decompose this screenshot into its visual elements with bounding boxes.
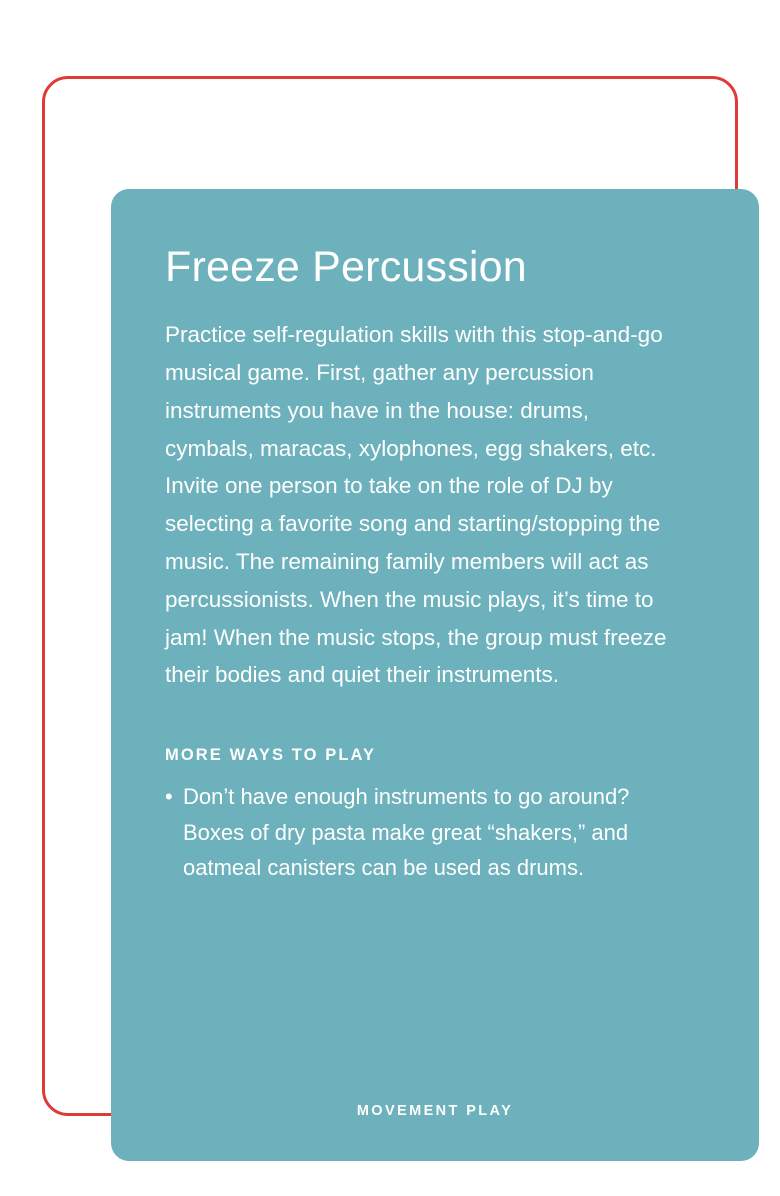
list-item-text: Don’t have enough instruments to go around? Boxes of dry pasta make great “shakers,” and oatmeal canisters can be used as drums.: [183, 784, 630, 881]
page-title: Freeze Percussion: [165, 243, 527, 291]
bullet-dot-icon: •: [165, 784, 173, 810]
list-item: [165, 779, 693, 886]
card-border-frame: [42, 76, 738, 1119]
card-description: Practice self-regulation skills with this stop-and-go musical game. First, gather any percussion instruments you have in the house: drums, cymbals, maracas, xylophones, egg shakers, etc. Invite one person to take on the role of DJ by selecting a favorite song and starting/stopping the music. The remaining family members will act as percussionists. When the music plays, it’s time to jam! When the music stops, the group must freeze their bodies and quiet their instruments.: [165, 322, 667, 688]
activity-card: [111, 189, 759, 1161]
section-heading-more-ways-to-play: MORE WAYS TO PLAY: [165, 746, 377, 765]
category-label: MOVEMENT PLAY: [356, 1103, 514, 1119]
more-ways-list: [165, 779, 705, 886]
